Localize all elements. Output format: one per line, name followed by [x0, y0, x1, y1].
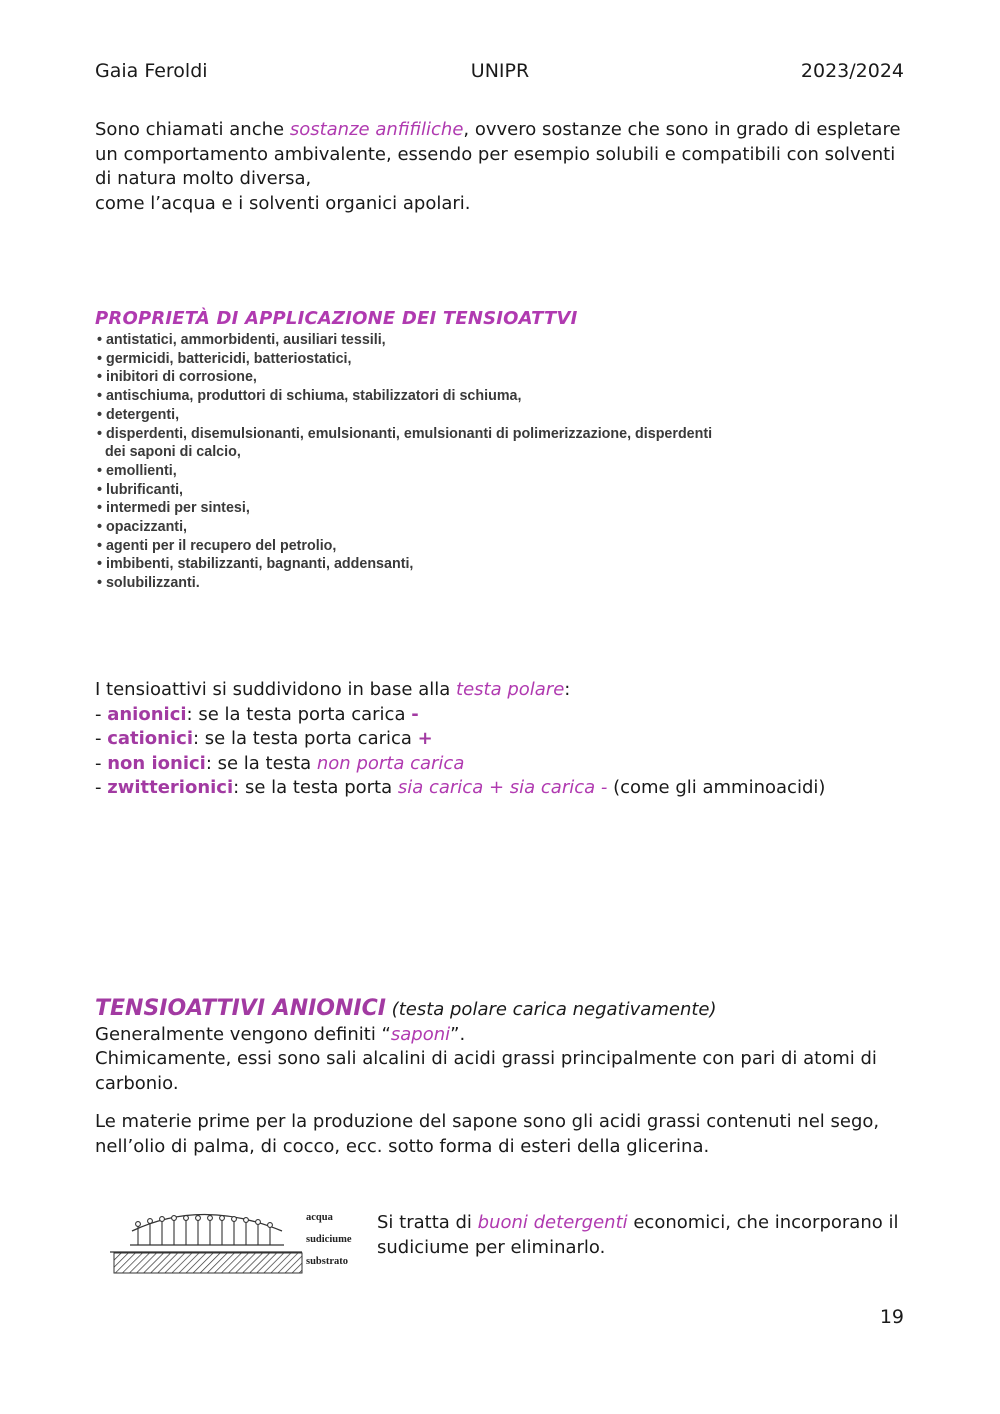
anionic-definition: Generalmente vengono definiti “saponi”.: [95, 1024, 466, 1045]
class-anionic: - anionici: se la testa porta carica -: [95, 703, 419, 725]
property-item: • inibitori di corrosione,: [97, 368, 712, 387]
anionic-chemistry: Chimicamente, essi sono sali alcalini di acidi grassi principalmente con pari di atomi di carbonio.: [95, 1048, 877, 1094]
property-item: • lubrificanti,: [97, 481, 712, 500]
header-author: Gaia Feroldi: [95, 60, 208, 82]
property-item: • emollienti,: [97, 462, 712, 481]
property-item: • antischiuma, produttori di schiuma, stabilizzatori di schiuma,: [97, 387, 712, 406]
anionic-raw-materials: Le materie prime per la produzione del sapone sono gli acidi grassi contenuti nel sego, nell’olio di palma, di cocco, ecc. sotto forma di esteri della glicerina.: [95, 1111, 880, 1157]
class-zwitterionic: - zwitterionici: se la testa porta sia carica + sia carica - (come gli amminoacidi): [95, 777, 826, 798]
header-year: 2023/2024: [800, 60, 904, 82]
property-item: • intermedi per sintesi,: [97, 499, 712, 518]
properties-list: [97, 331, 712, 593]
class-cationic: - cationici: se la testa porta carica +: [95, 728, 433, 749]
property-item: • antistatici, ammorbidenti, ausiliari tessili,: [97, 331, 712, 350]
classification-lead: I tensioattivi si suddividono in base alla testa polare:: [95, 679, 571, 700]
property-item: • disperdenti, disemulsionanti, emulsionanti, emulsionanti di polimerizzazione, disperdenti: [97, 425, 712, 444]
anionic-detergent-note: Si tratta di buoni detergenti economici, che incorporano il sudiciume per eliminarlo.: [377, 1212, 899, 1258]
intro-paragraph: [95, 118, 915, 216]
property-item: • agenti per il recupero del petrolio,: [97, 537, 712, 556]
intro-emphasis: sostanze anfifiliche: [289, 119, 464, 140]
property-item: • imbibenti, stabilizzanti, bagnanti, addensanti,: [97, 555, 712, 574]
class-nonionic: - non ionici: se la testa non porta carica: [95, 752, 465, 774]
property-item: • germicidi, battericidi, batteriostatici,: [97, 350, 712, 369]
intro-text: Sono chiamati anche: [95, 119, 290, 140]
property-item: • solubilizzanti.: [97, 574, 712, 593]
properties-title: PROPRIETÀ DI APPLICAZIONE DEI TENSIOATTVI: [95, 308, 578, 329]
intro-text-cont: , ovvero sostanze che sono in grado di espletare un comportamento ambivalente, essendo per esempio solubili e compatibili con solventi di natura molto diversa,: [95, 119, 901, 189]
diagram-label-water: acqua: [306, 1212, 333, 1223]
property-item: • opacizzanti,: [97, 518, 712, 537]
diagram-label-substrate: substrato: [306, 1256, 349, 1267]
page-number: 19: [879, 1306, 904, 1328]
property-item-continued: dei saponi di calcio,: [104, 444, 241, 461]
header-university: UNIPR: [470, 60, 530, 82]
section-title-anionic: TENSIOATTIVI ANIONICI (testa polare carica negativamente): [95, 996, 717, 1021]
micelle-diagram: [110, 1200, 370, 1278]
property-item: • detergenti,: [97, 406, 712, 425]
diagram-label-dirt: sudiciume: [306, 1234, 352, 1245]
classification-block: [95, 678, 915, 801]
intro-text-end: come l’acqua e i solventi organici apolari.: [95, 192, 471, 214]
